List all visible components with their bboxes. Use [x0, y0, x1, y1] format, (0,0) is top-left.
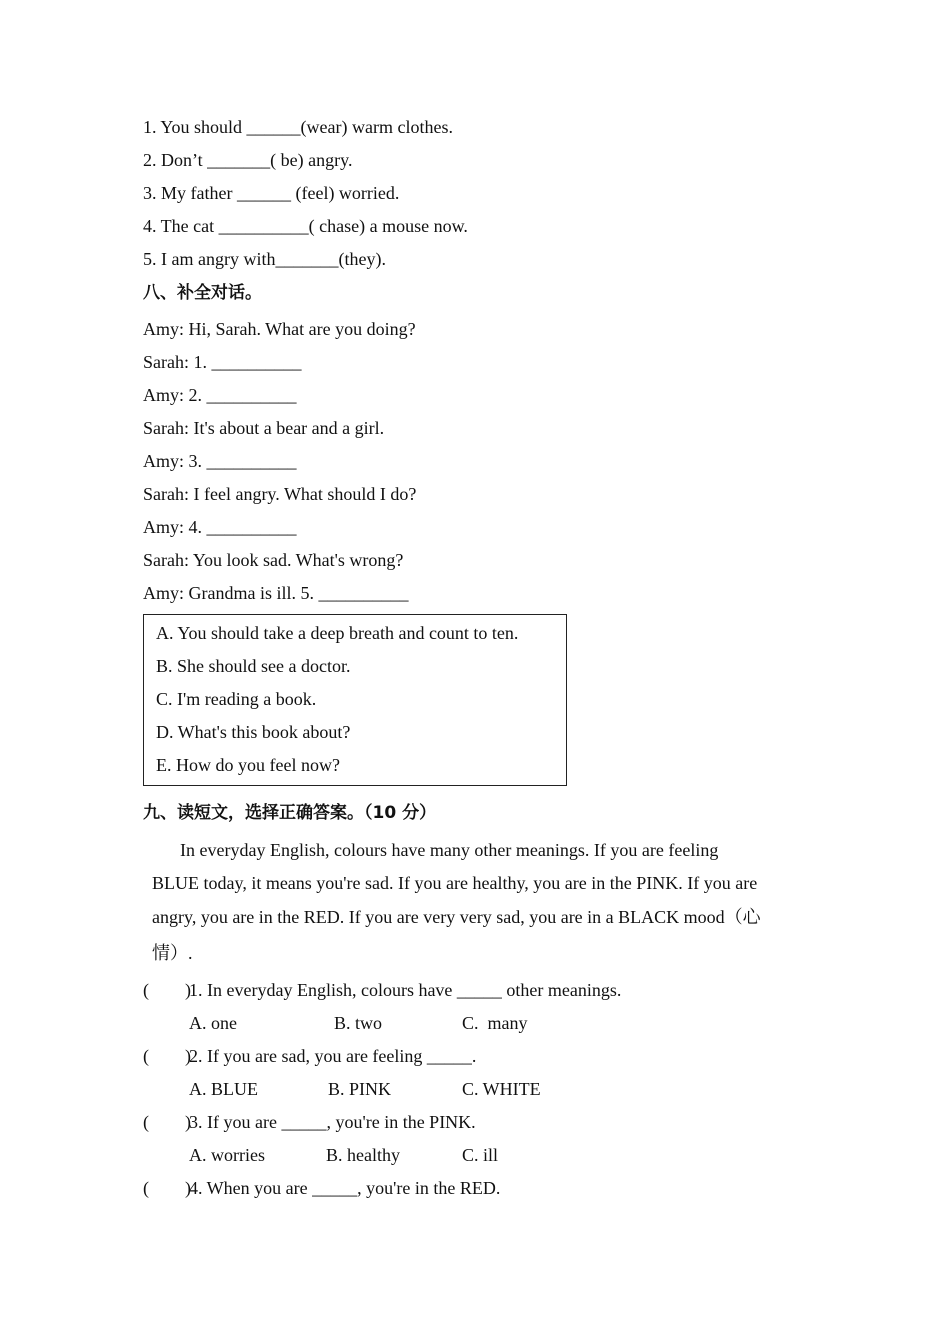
fill-blank-item-4: 4. The cat __________( chase) a mouse now. — [143, 216, 468, 236]
choice-c: C. WHITE — [462, 1079, 541, 1099]
dialogue-line-5: Amy: 3. __________ — [143, 451, 297, 471]
dialogue-line-6: Sarah: I feel angry. What should I do? — [143, 484, 417, 504]
passage-line-2: BLUE today, it means you're sad. If you are healthy, you are in the PINK. If you are — [152, 873, 758, 893]
dialogue-line-4: Sarah: It's about a bear and a girl. — [143, 418, 385, 438]
fill-blank-item-2: 2. Don’t _______( be) angry. — [143, 150, 353, 170]
option-c: C. I'm reading a book. — [156, 689, 317, 709]
answer-bracket: ( ) — [143, 1178, 191, 1198]
choice-a: A. BLUE — [189, 1079, 258, 1099]
question-text: 2. If you are sad, you are feeling _____. — [189, 1046, 477, 1066]
dialogue-line-8: Sarah: You look sad. What's wrong? — [143, 550, 404, 570]
choice-c: C. ill — [462, 1145, 499, 1165]
answer-options-box — [143, 614, 567, 786]
answer-bracket: ( ) — [143, 1046, 191, 1066]
choice-a: A. one — [189, 1013, 237, 1033]
dialogue-line-9: Amy: Grandma is ill. 5. __________ — [143, 583, 409, 603]
fill-blank-item-5: 5. I am angry with_______(they). — [143, 249, 386, 269]
choice-a: A. worries — [189, 1145, 265, 1165]
choice-c: C. many — [462, 1013, 528, 1033]
passage-line-4: 情）. — [152, 943, 193, 963]
dialogue-line-3: Amy: 2. __________ — [143, 385, 297, 405]
dialogue-line-2: Sarah: 1. __________ — [143, 352, 302, 372]
option-e: E. How do you feel now? — [156, 755, 340, 775]
dialogue-line-7: Amy: 4. __________ — [143, 517, 297, 537]
choice-b: B. healthy — [326, 1145, 400, 1165]
question-text: 1. In everyday English, colours have _____ other meanings. — [189, 980, 622, 1000]
fill-blank-item-3: 3. My father ______ (feel) worried. — [143, 183, 400, 203]
question-text: 4. When you are _____, you're in the RED. — [189, 1178, 501, 1198]
answer-bracket: ( ) — [143, 1112, 191, 1132]
question-text: 3. If you are _____, you're in the PINK. — [189, 1112, 476, 1132]
option-a: A. You should take a deep breath and count to ten. — [156, 623, 519, 643]
passage-line-3: angry, you are in the RED. If you are very very sad, you are in a BLACK mood（心 — [152, 907, 761, 927]
choice-b: B. PINK — [328, 1079, 392, 1099]
answer-bracket: ( ) — [143, 980, 191, 1000]
passage-line-1: In everyday English, colours have many other meanings. If you are feeling — [180, 840, 719, 860]
section-8-heading: 八、补全对话。 — [143, 283, 262, 303]
option-d: D. What's this book about? — [156, 722, 351, 742]
fill-blank-item-1: 1. You should ______(wear) warm clothes. — [143, 117, 453, 137]
section-9-heading: 九、读短文，选择正确答案。（10 分） — [143, 803, 437, 823]
dialogue-line-1: Amy: Hi, Sarah. What are you doing? — [143, 319, 416, 339]
choice-b: B. two — [334, 1013, 383, 1033]
option-b: B. She should see a doctor. — [156, 656, 351, 676]
